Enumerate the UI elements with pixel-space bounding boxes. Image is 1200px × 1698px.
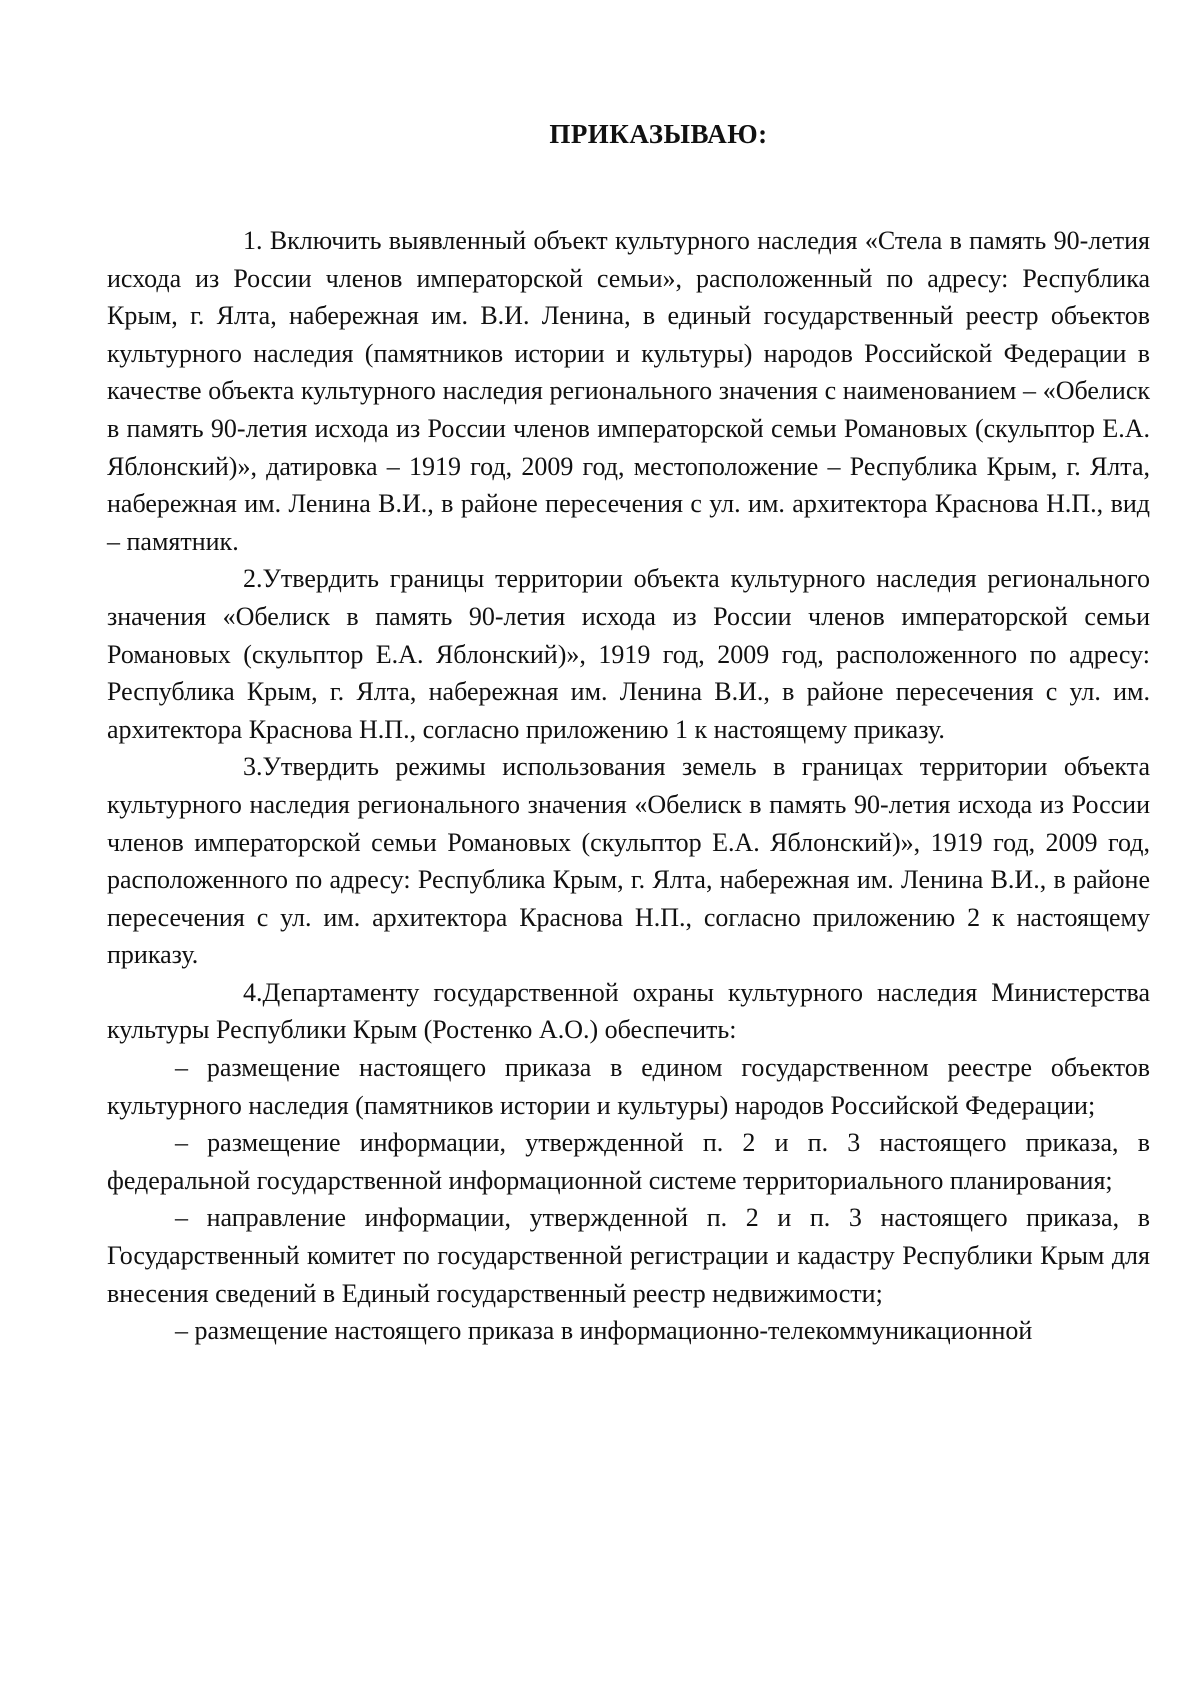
- item-number: 1.: [243, 226, 263, 255]
- order-heading: ПРИКАЗЫВАЮ:: [549, 119, 768, 149]
- subitem-4: – размещение настоящего приказа в информационно-телекоммуникационной: [175, 1316, 1033, 1346]
- order-item-4: [107, 974, 1150, 1049]
- item-number: 3.: [243, 752, 263, 782]
- item-text: Утвердить режимы использования земель в границах территории объекта культурного наследия регионального значения «Обелиск в память 90-летия исхода из России членов императорской семьи Романовых (скульптор Е.А. Яблонский)», 1919 год, 2009 год, расположенного по адресу: Республика Крым, г. Ялта, набережная им. Ленина В.И., в районе пересечения с ул. им. архитектора Краснова Н.П., согласно приложению 2 к настоящему приказу.: [107, 752, 1150, 970]
- item-number: 2.: [243, 564, 263, 594]
- item-text: Утвердить границы территории объекта культурного наследия регионального значения «Обелиск в память 90-летия исхода из России членов императорской семьи Романовых (скульптор Е.А. Яблонский)», 1919 год, 2009 год, расположенного по адресу: Республика Крым, г. Ялта, набережная им. Ленина В.И., в районе пересечения с ул. им. архитектора Краснова Н.П., согласно приложению 1 к настоящему приказу.: [107, 564, 1150, 744]
- subitem-2: – размещение информации, утвержденной п. 2 и п. 3 настоящего приказа, в федеральной государственной информационной системе территориального планирования;: [107, 1128, 1150, 1195]
- order-body: [107, 222, 1150, 1350]
- order-item-1: [107, 222, 1150, 560]
- item-text: Департаменту государственной охраны культурного наследия Министерства культуры Республики Крым (Ростенко А.О.) обеспечить:: [107, 977, 1150, 1045]
- item-number: 4.: [243, 977, 263, 1007]
- item-text: Включить выявленный объект культурного наследия «Стела в память 90-летия исхода из России членов императорской семьи», расположенный по адресу: Республика Крым, г. Ялта, набережная им. В.И. Ленина, в единый государственный реестр объектов культурного наследия (памятников истории и культуры) народов Российской Федерации в качестве объекта культурного наследия регионального значения с наименованием – «Обелиск в память 90-летия исхода из России членов императорской семьи Романовых (скульптор Е.А. Яблонский)», датировка – 1919 год, 2009 год, местоположение – Республика Крым, г. Ялта, набережная им. Ленина В.И., в районе пересечения с ул. им. архитектора Краснова Н.П., вид – памятник.: [107, 226, 1150, 556]
- order-item-3: [107, 748, 1150, 974]
- subitem-1: – размещение настоящего приказа в едином государственном реестре объектов культурного наследия (памятников истории и культуры) народов Российской Федерации;: [107, 1053, 1150, 1120]
- subitem-3: – направление информации, утвержденной п. 2 и п. 3 настоящего приказа, в Государственный комитет по государственной регистрации и кадастру Республики Крым для внесения сведений в Единый государственный реестр недвижимости;: [107, 1203, 1150, 1308]
- order-item-2: [107, 560, 1150, 748]
